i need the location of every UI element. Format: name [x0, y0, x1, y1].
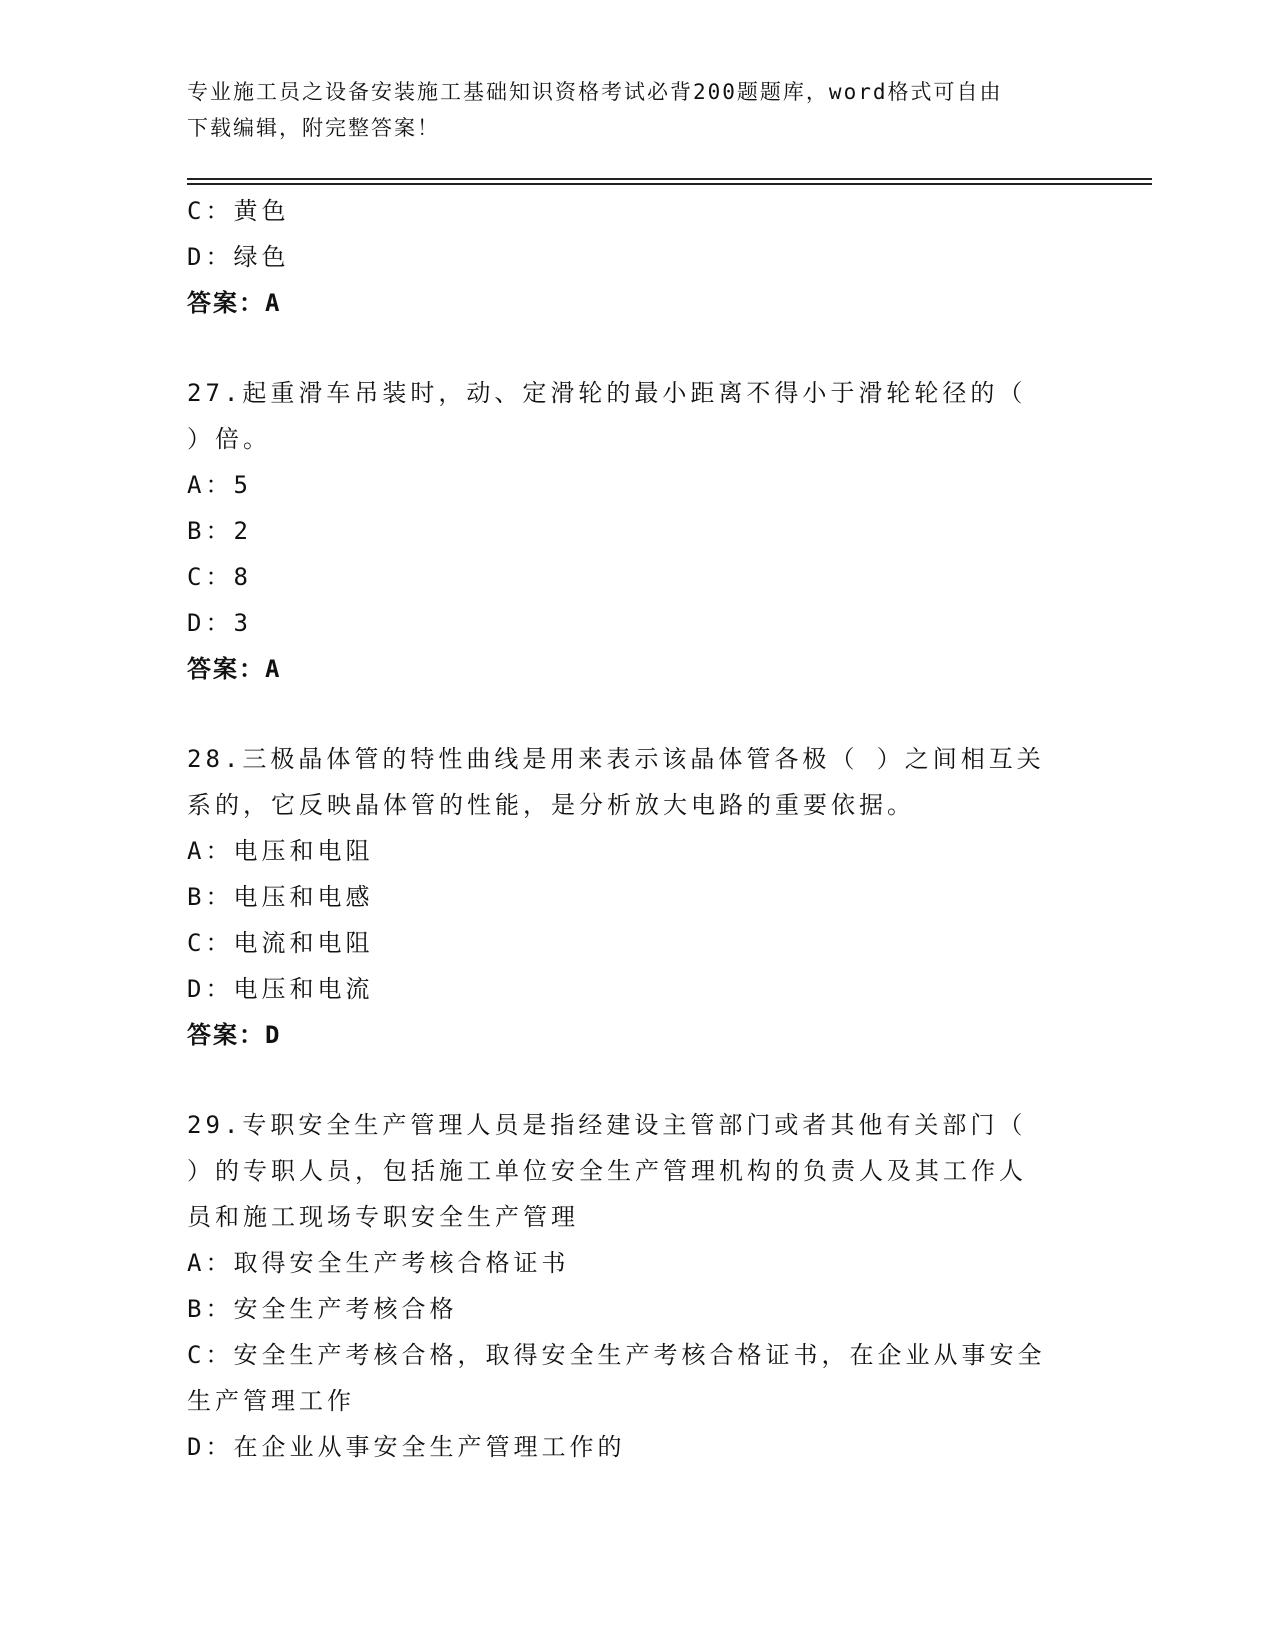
question-29: [187, 1102, 1087, 1470]
question-list: [187, 188, 1087, 1470]
stem-line: 员和施工现场专职安全生产管理: [187, 1203, 579, 1231]
option-c: C：8: [187, 563, 252, 591]
stem-line: 29.专职安全生产管理人员是指经建设主管部门或者其他有关部门（: [187, 1111, 1027, 1139]
spacer: [187, 692, 1087, 736]
answer-line: 答案：D: [187, 1021, 282, 1049]
header-divider-top: [187, 178, 1152, 180]
page-header: [187, 74, 1067, 146]
question-stem: [187, 370, 1087, 462]
option-d: D：3: [187, 609, 252, 637]
stem-line: ）倍。: [187, 425, 271, 453]
option-a: A：取得安全生产考核合格证书: [187, 1249, 570, 1277]
stem-line: 27.起重滑车吊装时，动、定滑轮的最小距离不得小于滑轮轮径的（: [187, 379, 1027, 407]
question-28: [187, 736, 1087, 1058]
option-d: D：绿色: [187, 243, 290, 271]
option-a: A：5: [187, 471, 252, 499]
continued-question: [187, 188, 1087, 326]
question-stem: [187, 736, 1087, 828]
answer-line: 答案：A: [187, 655, 282, 683]
option-c: C：安全生产考核合格，取得安全生产考核合格证书，在企业从事安全: [187, 1341, 1046, 1369]
option-b: B：安全生产考核合格: [187, 1295, 458, 1323]
spacer: [187, 326, 1087, 370]
stem-line: 系的，它反映晶体管的性能，是分析放大电路的重要依据。: [187, 791, 915, 819]
option-c: C：电流和电阻: [187, 929, 374, 957]
spacer: [187, 1058, 1087, 1102]
option-b: B：2: [187, 517, 252, 545]
option-d: D：电压和电流: [187, 975, 374, 1003]
option-c-continued: 生产管理工作: [187, 1387, 355, 1415]
header-title-line-2: 下载编辑，附完整答案！: [187, 116, 440, 140]
answer-line: 答案：A: [187, 289, 282, 317]
option-b: B：电压和电感: [187, 883, 374, 911]
header-title-line-1: 专业施工员之设备安装施工基础知识资格考试必背200题题库，word格式可自由: [187, 80, 1003, 104]
option-c: C：黄色: [187, 197, 290, 225]
question-stem: [187, 1102, 1087, 1240]
stem-line: ）的专职人员，包括施工单位安全生产管理机构的负责人及其工作人: [187, 1157, 1027, 1185]
option-a: A：电压和电阻: [187, 837, 374, 865]
option-d: D：在企业从事安全生产管理工作的: [187, 1433, 626, 1461]
stem-line: 28.三极晶体管的特性曲线是用来表示该晶体管各极（ ）之间相互关: [187, 745, 1045, 773]
header-divider-bottom: [187, 183, 1152, 185]
question-27: [187, 370, 1087, 692]
